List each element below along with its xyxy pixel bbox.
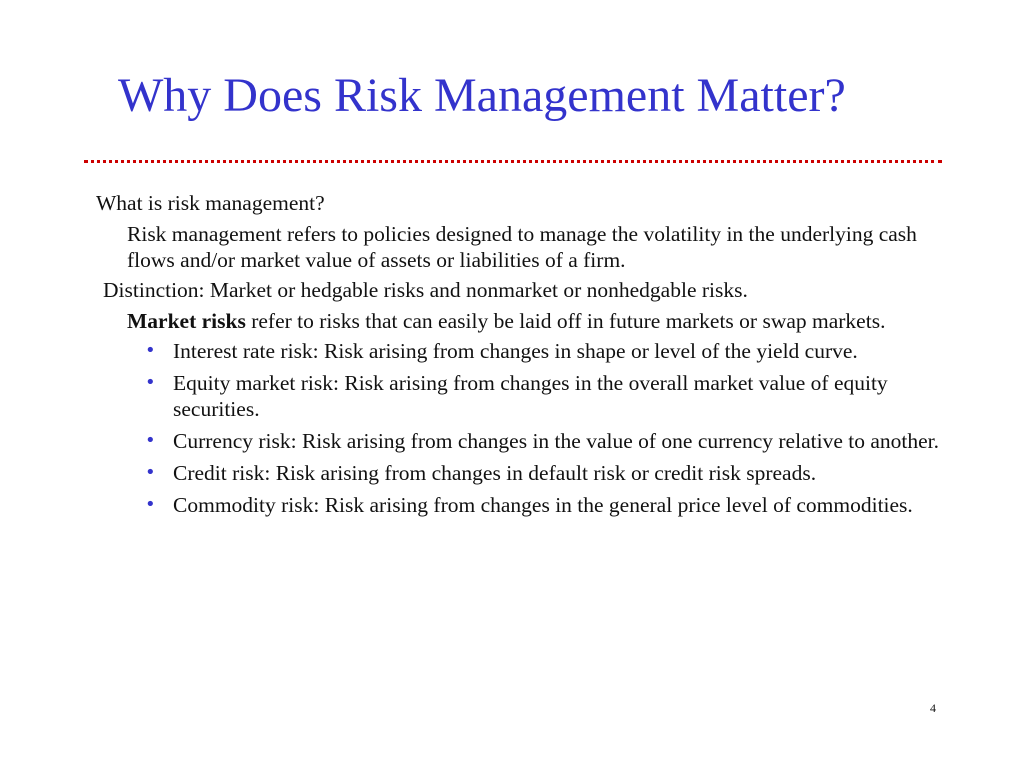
list-item-text: Equity market risk: Risk arising from changes in the overall market value of equity securities. bbox=[173, 371, 888, 421]
interest-rate-risk-item bbox=[145, 338, 956, 364]
bullet-icon: • bbox=[145, 372, 156, 393]
commodity-risk-item bbox=[145, 492, 956, 518]
bullet-icon: • bbox=[145, 494, 156, 515]
slide-content bbox=[96, 190, 956, 524]
list-item-text: Commodity risk: Risk arising from changes in the general price level of commodities. bbox=[173, 493, 913, 517]
risk-management-definition: Risk management refers to policies designed to manage the volatility in the underlying cash flows and/or market value of assets or liabilities of a firm. bbox=[127, 222, 917, 272]
risk-management-question: What is risk management? bbox=[96, 191, 325, 215]
bullet-icon: • bbox=[145, 340, 156, 361]
credit-risk-item bbox=[145, 460, 956, 486]
equity-market-risk-item bbox=[145, 370, 956, 422]
risk-distinction: Distinction: Market or hedgable risks and nonmarket or nonhedgable risks. bbox=[103, 278, 748, 302]
market-risks-term: Market risks bbox=[127, 309, 246, 333]
list-item-text: Interest rate risk: Risk arising from changes in shape or level of the yield curve. bbox=[173, 339, 858, 363]
market-risks-description: refer to risks that can easily be laid off in future markets or swap markets. bbox=[245, 309, 886, 333]
list-item-text: Credit risk: Risk arising from changes in default risk or credit risk spreads. bbox=[173, 461, 817, 485]
page-number: 4 bbox=[930, 701, 936, 715]
market-risk-list bbox=[96, 338, 956, 518]
currency-risk-item bbox=[145, 428, 956, 454]
list-item-text: Currency risk: Risk arising from changes in the value of one currency relative to another. bbox=[173, 429, 939, 453]
bullet-icon: • bbox=[145, 430, 156, 451]
bullet-icon: • bbox=[145, 462, 156, 483]
title-divider bbox=[84, 160, 942, 163]
market-risks-paragraph bbox=[127, 308, 956, 334]
slide-title: Why Does Risk Management Matter? bbox=[118, 69, 846, 122]
